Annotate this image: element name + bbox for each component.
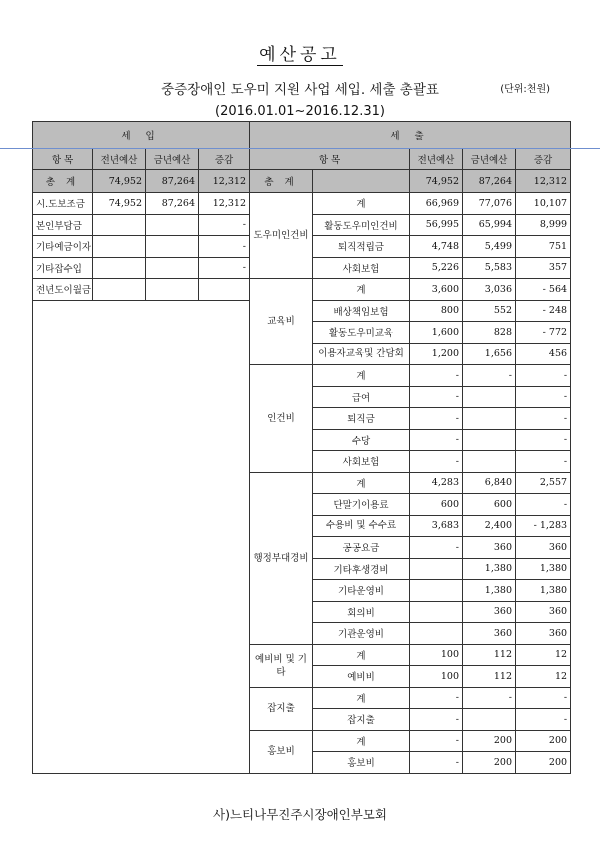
expense-curr-value: 6,840 xyxy=(463,472,516,494)
expense-curr-value: 200 xyxy=(463,752,516,774)
expense-prev-value: - xyxy=(410,408,463,430)
expense-prev-value xyxy=(410,580,463,602)
expense-diff-value: 2,557 xyxy=(516,472,571,494)
expense-item-label: 계 xyxy=(313,472,410,494)
expense-diff-value: - xyxy=(516,386,571,408)
expense-diff-value: 360 xyxy=(516,623,571,645)
income-curr-value: 87,264 xyxy=(146,193,199,215)
expense-prev-value: 600 xyxy=(410,494,463,516)
footer-organization: 사)느티나무진주시장애인부모회 xyxy=(213,807,387,822)
expense-diff-value: 1,380 xyxy=(516,580,571,602)
expense-item-label: 계 xyxy=(313,730,410,752)
income-diff-value: - xyxy=(199,257,250,279)
expense-curr-value: 112 xyxy=(463,644,516,666)
total-row xyxy=(33,170,571,193)
expense-diff-value: - 772 xyxy=(516,322,571,344)
income-empty-area xyxy=(33,300,250,773)
expense-total-diff: 12,312 xyxy=(516,170,571,193)
expense-curr-value: - xyxy=(463,365,516,387)
expense-prev-value: 56,995 xyxy=(410,214,463,236)
expense-diff-value: 456 xyxy=(516,343,571,365)
income-diff-value xyxy=(199,279,250,301)
expense-item-label: 기타후생경비 xyxy=(313,558,410,580)
expense-curr-value xyxy=(463,386,516,408)
expense-curr-value: 600 xyxy=(463,494,516,516)
income-header: 세 입 xyxy=(33,122,250,149)
budget-table-body xyxy=(33,122,571,774)
income-prev-value xyxy=(93,257,146,279)
expense-diff-value: 357 xyxy=(516,257,571,279)
expense-curr-value xyxy=(463,429,516,451)
expense-total-blank xyxy=(313,170,410,193)
income-curr-header: 금년예산 xyxy=(146,149,199,170)
expense-prev-value: - xyxy=(410,730,463,752)
expense-header: 세 출 xyxy=(250,122,571,149)
expense-group-label: 인건비 xyxy=(250,365,313,473)
expense-diff-value: 1,380 xyxy=(516,558,571,580)
unit-label: (단위:천원) xyxy=(500,84,550,95)
expense-curr-value: 360 xyxy=(463,537,516,559)
expense-total-curr: 87,264 xyxy=(463,170,516,193)
income-prev-value: 74,952 xyxy=(93,193,146,215)
expense-item-label: 예비비 xyxy=(313,666,410,688)
expense-prev-value: 1,200 xyxy=(410,343,463,365)
expense-total-prev: 74,952 xyxy=(410,170,463,193)
expense-item-label: 계 xyxy=(313,279,410,301)
expense-group-label: 행정부대경비 xyxy=(250,472,313,644)
expense-prev-value: 4,283 xyxy=(410,472,463,494)
income-item-header: 항 목 xyxy=(33,149,93,170)
expense-item-label: 기관운영비 xyxy=(313,623,410,645)
expense-diff-value: 360 xyxy=(516,601,571,623)
expense-group-label: 잡지출 xyxy=(250,687,313,730)
income-curr-value xyxy=(146,257,199,279)
expense-item-header: 항 목 xyxy=(250,149,410,170)
expense-curr-value: 828 xyxy=(463,322,516,344)
expense-diff-header: 증감 xyxy=(516,149,571,170)
expense-item-label: 수용비 및 수수료 xyxy=(313,515,410,537)
income-item-label: 기타잡수입 xyxy=(33,257,93,279)
income-diff-header: 증감 xyxy=(199,149,250,170)
expense-diff-value: - xyxy=(516,365,571,387)
expense-curr-value: 77,076 xyxy=(463,193,516,215)
expense-item-label: 공공요금 xyxy=(313,537,410,559)
expense-diff-value: - 1,283 xyxy=(516,515,571,537)
income-item-label: 기타예금이자 xyxy=(33,236,93,258)
income-curr-value xyxy=(146,214,199,236)
expense-item-label: 기타운영비 xyxy=(313,580,410,602)
income-curr-value xyxy=(146,279,199,301)
expense-item-label: 퇴직금 xyxy=(313,408,410,430)
expense-diff-value: - xyxy=(516,451,571,473)
expense-curr-value: 360 xyxy=(463,601,516,623)
column-header-row xyxy=(33,149,571,170)
expense-item-label: 사회보험 xyxy=(313,451,410,473)
expense-curr-value: - xyxy=(463,687,516,709)
expense-curr-header: 금년예산 xyxy=(463,149,516,170)
expense-curr-value: 2,400 xyxy=(463,515,516,537)
section-header-row xyxy=(33,122,571,149)
expense-diff-value: - xyxy=(516,494,571,516)
income-diff-value: 12,312 xyxy=(199,193,250,215)
expense-prev-value: 1,600 xyxy=(410,322,463,344)
expense-diff-value: - xyxy=(516,687,571,709)
budget-table xyxy=(32,121,571,774)
document-title: 예산공고 xyxy=(259,45,341,65)
income-total-label: 총 계 xyxy=(33,170,93,193)
expense-diff-value: 751 xyxy=(516,236,571,258)
expense-curr-value xyxy=(463,451,516,473)
expense-diff-value: - 564 xyxy=(516,279,571,301)
expense-prev-value: 3,600 xyxy=(410,279,463,301)
expense-prev-value xyxy=(410,623,463,645)
income-prev-value xyxy=(93,236,146,258)
table-row xyxy=(33,279,571,301)
expense-diff-value: 200 xyxy=(516,730,571,752)
expense-prev-value: 4,748 xyxy=(410,236,463,258)
expense-item-label: 퇴직적립금 xyxy=(313,236,410,258)
expense-group-label: 예비비 및 기타 xyxy=(250,644,313,687)
expense-curr-value xyxy=(463,408,516,430)
expense-item-label: 수당 xyxy=(313,429,410,451)
expense-curr-value: 112 xyxy=(463,666,516,688)
income-item-label: 전년도이월금 xyxy=(33,279,93,301)
expense-item-label: 이용자교육및 간담회 xyxy=(313,343,410,365)
expense-total-label: 총 계 xyxy=(250,170,313,193)
expense-prev-value: 66,969 xyxy=(410,193,463,215)
expense-prev-value: 3,683 xyxy=(410,515,463,537)
income-total-diff: 12,312 xyxy=(199,170,250,193)
expense-prev-value: - xyxy=(410,687,463,709)
expense-diff-value: 12 xyxy=(516,666,571,688)
expense-curr-value: 360 xyxy=(463,623,516,645)
expense-prev-value: 100 xyxy=(410,644,463,666)
expense-prev-value xyxy=(410,601,463,623)
table-row xyxy=(33,193,571,215)
expense-item-label: 잡지출 xyxy=(313,709,410,731)
income-diff-value: - xyxy=(199,236,250,258)
expense-group-label: 홍보비 xyxy=(250,730,313,773)
expense-prev-value: 100 xyxy=(410,666,463,688)
expense-item-label: 계 xyxy=(313,193,410,215)
income-total-curr: 87,264 xyxy=(146,170,199,193)
expense-curr-value: 5,583 xyxy=(463,257,516,279)
document-subtitle: 중증장애인 도우미 지원 사업 세입. 세출 총괄표 xyxy=(161,82,439,98)
expense-group-label: 도우미인건비 xyxy=(250,193,313,279)
expense-diff-value: 12 xyxy=(516,644,571,666)
expense-item-label: 계 xyxy=(313,365,410,387)
expense-diff-value: - xyxy=(516,429,571,451)
expense-curr-value: 1,656 xyxy=(463,343,516,365)
expense-curr-value: 5,499 xyxy=(463,236,516,258)
expense-curr-value: 552 xyxy=(463,300,516,322)
expense-group-label: 교육비 xyxy=(250,279,313,365)
expense-item-label: 사회보험 xyxy=(313,257,410,279)
expense-item-label: 계 xyxy=(313,644,410,666)
expense-prev-value: - xyxy=(410,365,463,387)
expense-prev-value: - xyxy=(410,752,463,774)
expense-curr-value: 3,036 xyxy=(463,279,516,301)
expense-item-label: 활동도우미인건비 xyxy=(313,214,410,236)
expense-item-label: 배상책임보험 xyxy=(313,300,410,322)
expense-prev-value: - xyxy=(410,451,463,473)
expense-curr-value: 65,994 xyxy=(463,214,516,236)
expense-prev-value: - xyxy=(410,386,463,408)
expense-item-label: 활동도우미교육 xyxy=(313,322,410,344)
income-prev-value xyxy=(93,279,146,301)
income-item-label: 시.도보조금 xyxy=(33,193,93,215)
expense-prev-value: - xyxy=(410,537,463,559)
income-diff-value: - xyxy=(199,214,250,236)
expense-diff-value: 200 xyxy=(516,752,571,774)
expense-diff-value: - 248 xyxy=(516,300,571,322)
income-prev-value xyxy=(93,214,146,236)
expense-prev-value: 800 xyxy=(410,300,463,322)
expense-curr-value xyxy=(463,709,516,731)
income-total-prev: 74,952 xyxy=(93,170,146,193)
expense-item-label: 계 xyxy=(313,687,410,709)
scan-guide-line xyxy=(0,148,600,149)
expense-item-label: 단말기이용료 xyxy=(313,494,410,516)
income-item-label: 본인부담금 xyxy=(33,214,93,236)
expense-curr-value: 1,380 xyxy=(463,558,516,580)
expense-prev-value: - xyxy=(410,709,463,731)
expense-prev-header: 전년예산 xyxy=(410,149,463,170)
expense-curr-value: 1,380 xyxy=(463,580,516,602)
expense-diff-value: - xyxy=(516,709,571,731)
expense-item-label: 홍보비 xyxy=(313,752,410,774)
expense-curr-value: 200 xyxy=(463,730,516,752)
income-prev-header: 전년예산 xyxy=(93,149,146,170)
expense-item-label: 회의비 xyxy=(313,601,410,623)
expense-prev-value: 5,226 xyxy=(410,257,463,279)
expense-item-label: 급여 xyxy=(313,386,410,408)
expense-prev-value xyxy=(410,558,463,580)
expense-diff-value: - xyxy=(516,408,571,430)
income-curr-value xyxy=(146,236,199,258)
expense-diff-value: 360 xyxy=(516,537,571,559)
expense-diff-value: 10,107 xyxy=(516,193,571,215)
expense-prev-value: - xyxy=(410,429,463,451)
period-label: (2016.01.01~2016.12.31) xyxy=(215,104,385,119)
expense-diff-value: 8,999 xyxy=(516,214,571,236)
